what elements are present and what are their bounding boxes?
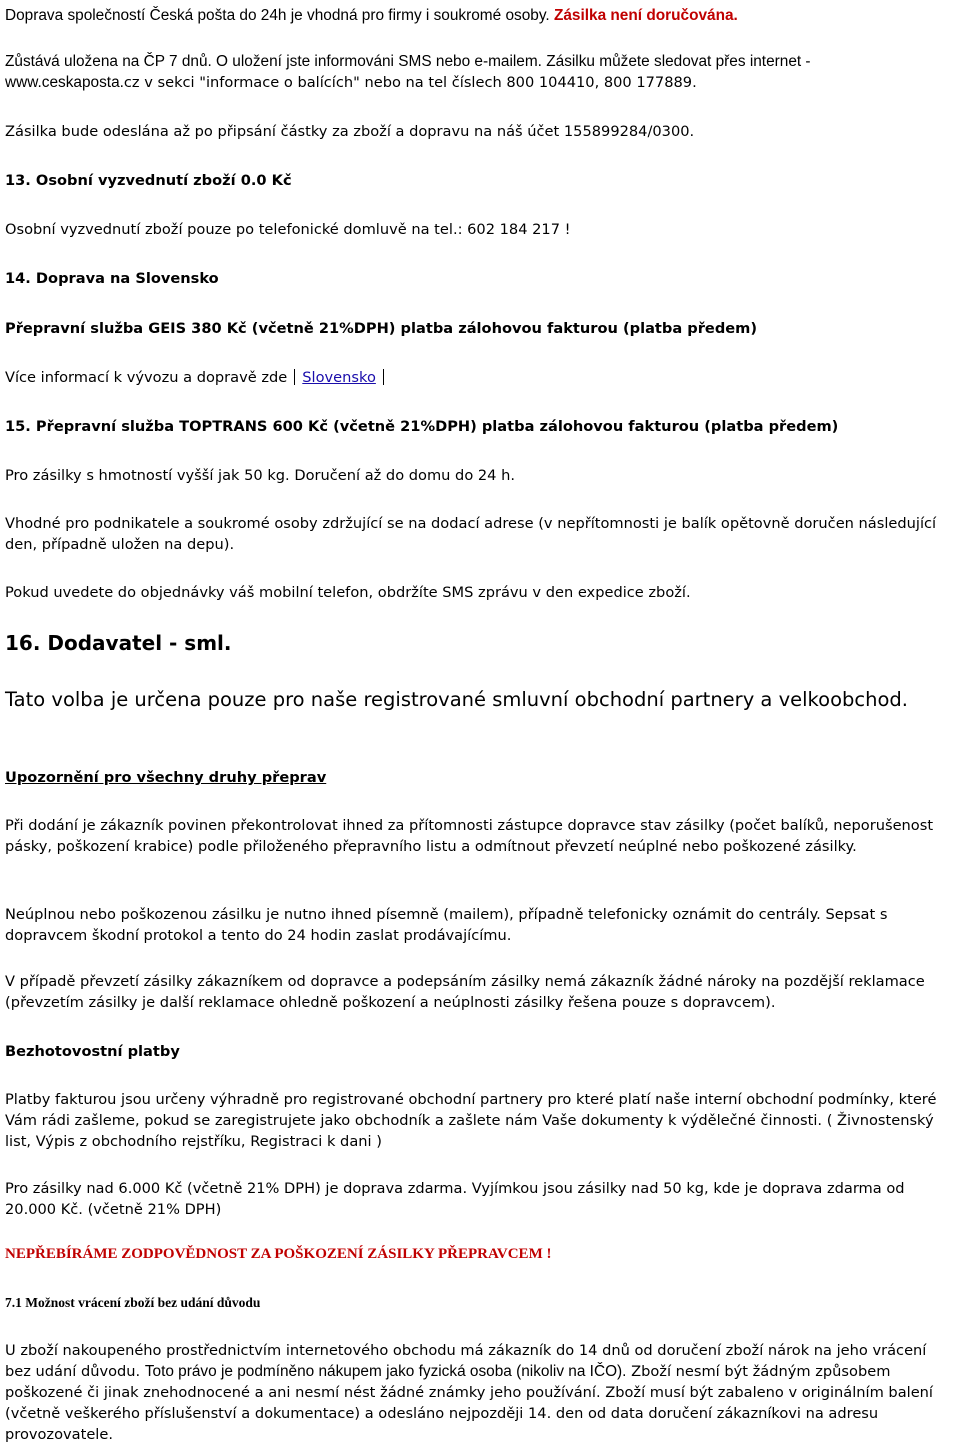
return-policy-condition: Toto právo je podmíněno nákupem jako fyzická osoba (nikoliv na IČO). <box>144 1363 627 1380</box>
return-policy-c: Zboží nesmí být žádným způsobem poškozené či jinak znehodnocené a ani nesmí nést žádné známky jeho používání. Zboží musí být zabaleno v originálním balení (včetně veškerého příslušenství a dokumentace) a odesláno nejpozději 14. den od data doručení zákazníkovi na adresu provozovatele. <box>5 1363 933 1443</box>
cp-storage-line2 <box>5 72 956 93</box>
cp-intro-text: Doprava společností Česká pošta do 24h je vhodná pro firmy i soukromé osoby. <box>5 7 554 24</box>
warning-heading: Upozornění pro všechny druhy přeprav <box>5 769 327 786</box>
warning-report-damage: Neúplnou nebo poškozenou zásilku je nutno ihned písemně (mailem), případně telefonicky oznámit do centrály. Sepsat s dopravcem škodní protokol a tento do 24 hodin zaslat prodávajícímu. <box>5 906 888 944</box>
liability-notice: NEPŘEBÍRÁME ZODPOVĚDNOST ZA POŠKOZENÍ ZÁSILKY PŘEPRAVCEM ! <box>5 1246 552 1262</box>
section-7-1-heading: 7.1 Možnost vrácení zboží bez udání důvodu <box>5 1295 261 1310</box>
warning-signature: V případě převzetí zásilky zákazníkem od dopravce a podepsáním zásilky nemá zákazník žádné nároky na pozdější reklamace (převzetím zásilky je další reklamace ohledně poškození a neúplnosti zásilky řešena pouze s dopravcem). <box>5 973 925 1011</box>
ceskaposta-url: www.ceskaposta. <box>5 74 124 91</box>
slovakia-info <box>5 367 956 388</box>
section-16-heading: 16. Dodavatel - sml. <box>5 631 232 655</box>
separator <box>383 369 384 385</box>
not-delivered-note: Zásilka není doručována. <box>553 7 738 24</box>
return-policy-text <box>5 1340 956 1445</box>
return-policy-a: U zboží nakoupeného prostřednictvím internetového obchodu má zákazník do 14 dnů od doručení zboží nárok na jeho vrácení bez udání důvodu. <box>5 1342 927 1380</box>
geis-service: Přepravní služba GEIS 380 Kč (včetně 21%DPH) platba zálohovou fakturou (platba předem) <box>5 320 758 337</box>
free-shipping-note: Pro zásilky nad 6.000 Kč (včetně 21% DPH) je doprava zdarma. Vyjímkou jsou zásilky nad 50 kg, kde je doprava zdarma od 20.000 Kč. (včetně 21% DPH) <box>5 1180 905 1218</box>
section-15-heading: 15. Přepravní služba TOPTRANS 600 Kč (včetně 21%DPH) platba zálohovou fakturou (platba předem) <box>5 418 839 435</box>
separator <box>294 369 295 385</box>
toptrans-weight-note: Pro zásilky s hmotností vyšší jak 50 kg. Doručení až do domu do 24 h. <box>5 467 515 484</box>
slovakia-info-text: Více informací k vývozu a dopravě zde <box>5 369 288 386</box>
noncash-invoice-terms: Platby fakturou jsou určeny výhradně pro registrované obchodní partnery pro které platí naše interní obchodní podmínky, které Vám rádi zašleme, pokud se zaregistrujete jako obchodník a zašlete nám Vaše dokumenty k výdělečné činnosti. ( Živnostenský list, Výpis z obchodního rejstříku, Registraci k dani ) <box>5 1091 937 1150</box>
noncash-heading: Bezhotovostní platby <box>5 1043 180 1060</box>
cp-intro <box>5 5 956 26</box>
cp-storage-line1: Zůstává uložena na ČP 7 dnů. O uložení jste informováni SMS nebo e-mailem. Zásilku můžete sledovat přes internet - <box>5 53 811 70</box>
section-16-text: Tato volba je určena pouze pro naše registrované smluvní obchodní partnery a velkoobchod. <box>5 688 908 711</box>
warning-inspection: Při dodání je zákazník povinen překontrolovat ihned za přítomnosti zástupce dopravce stav zásilky (počet balíků, neporušenost pásky, poškození krabice) podle přiloženého přepravního listu a odmítnout převzetí neúplné nebo poškozené zásilky. <box>5 817 934 855</box>
section-13-text: Osobní vyzvednutí zboží pouze po telefonické domluvě na tel.: 602 184 217 ! <box>5 221 571 238</box>
section-14-heading: 14. Doprava na Slovensko <box>5 270 219 287</box>
slovensko-link[interactable]: Slovensko <box>302 369 376 386</box>
cp-storage-line2-text: cz v sekci "informace o balících" nebo na tel číslech 800 104410, 800 177889. <box>123 74 697 91</box>
toptrans-suitability: Vhodné pro podnikatele a soukromé osoby zdržující se na dodací adrese (v nepřítomnosti je balík opětovně doručen následující den, případně uložen na depu). <box>5 515 937 553</box>
toptrans-sms-note: Pokud uvedete do objednávky váš mobilní telefon, obdržíte SMS zprávu v den expedice zboží. <box>5 584 691 601</box>
payment-account-note: Zásilka bude odeslána až po připsání částky za zboží a dopravu na náš účet 155899284/0300. <box>5 123 695 140</box>
section-13-heading: 13. Osobní vyzvednutí zboží 0.0 Kč <box>5 172 292 189</box>
